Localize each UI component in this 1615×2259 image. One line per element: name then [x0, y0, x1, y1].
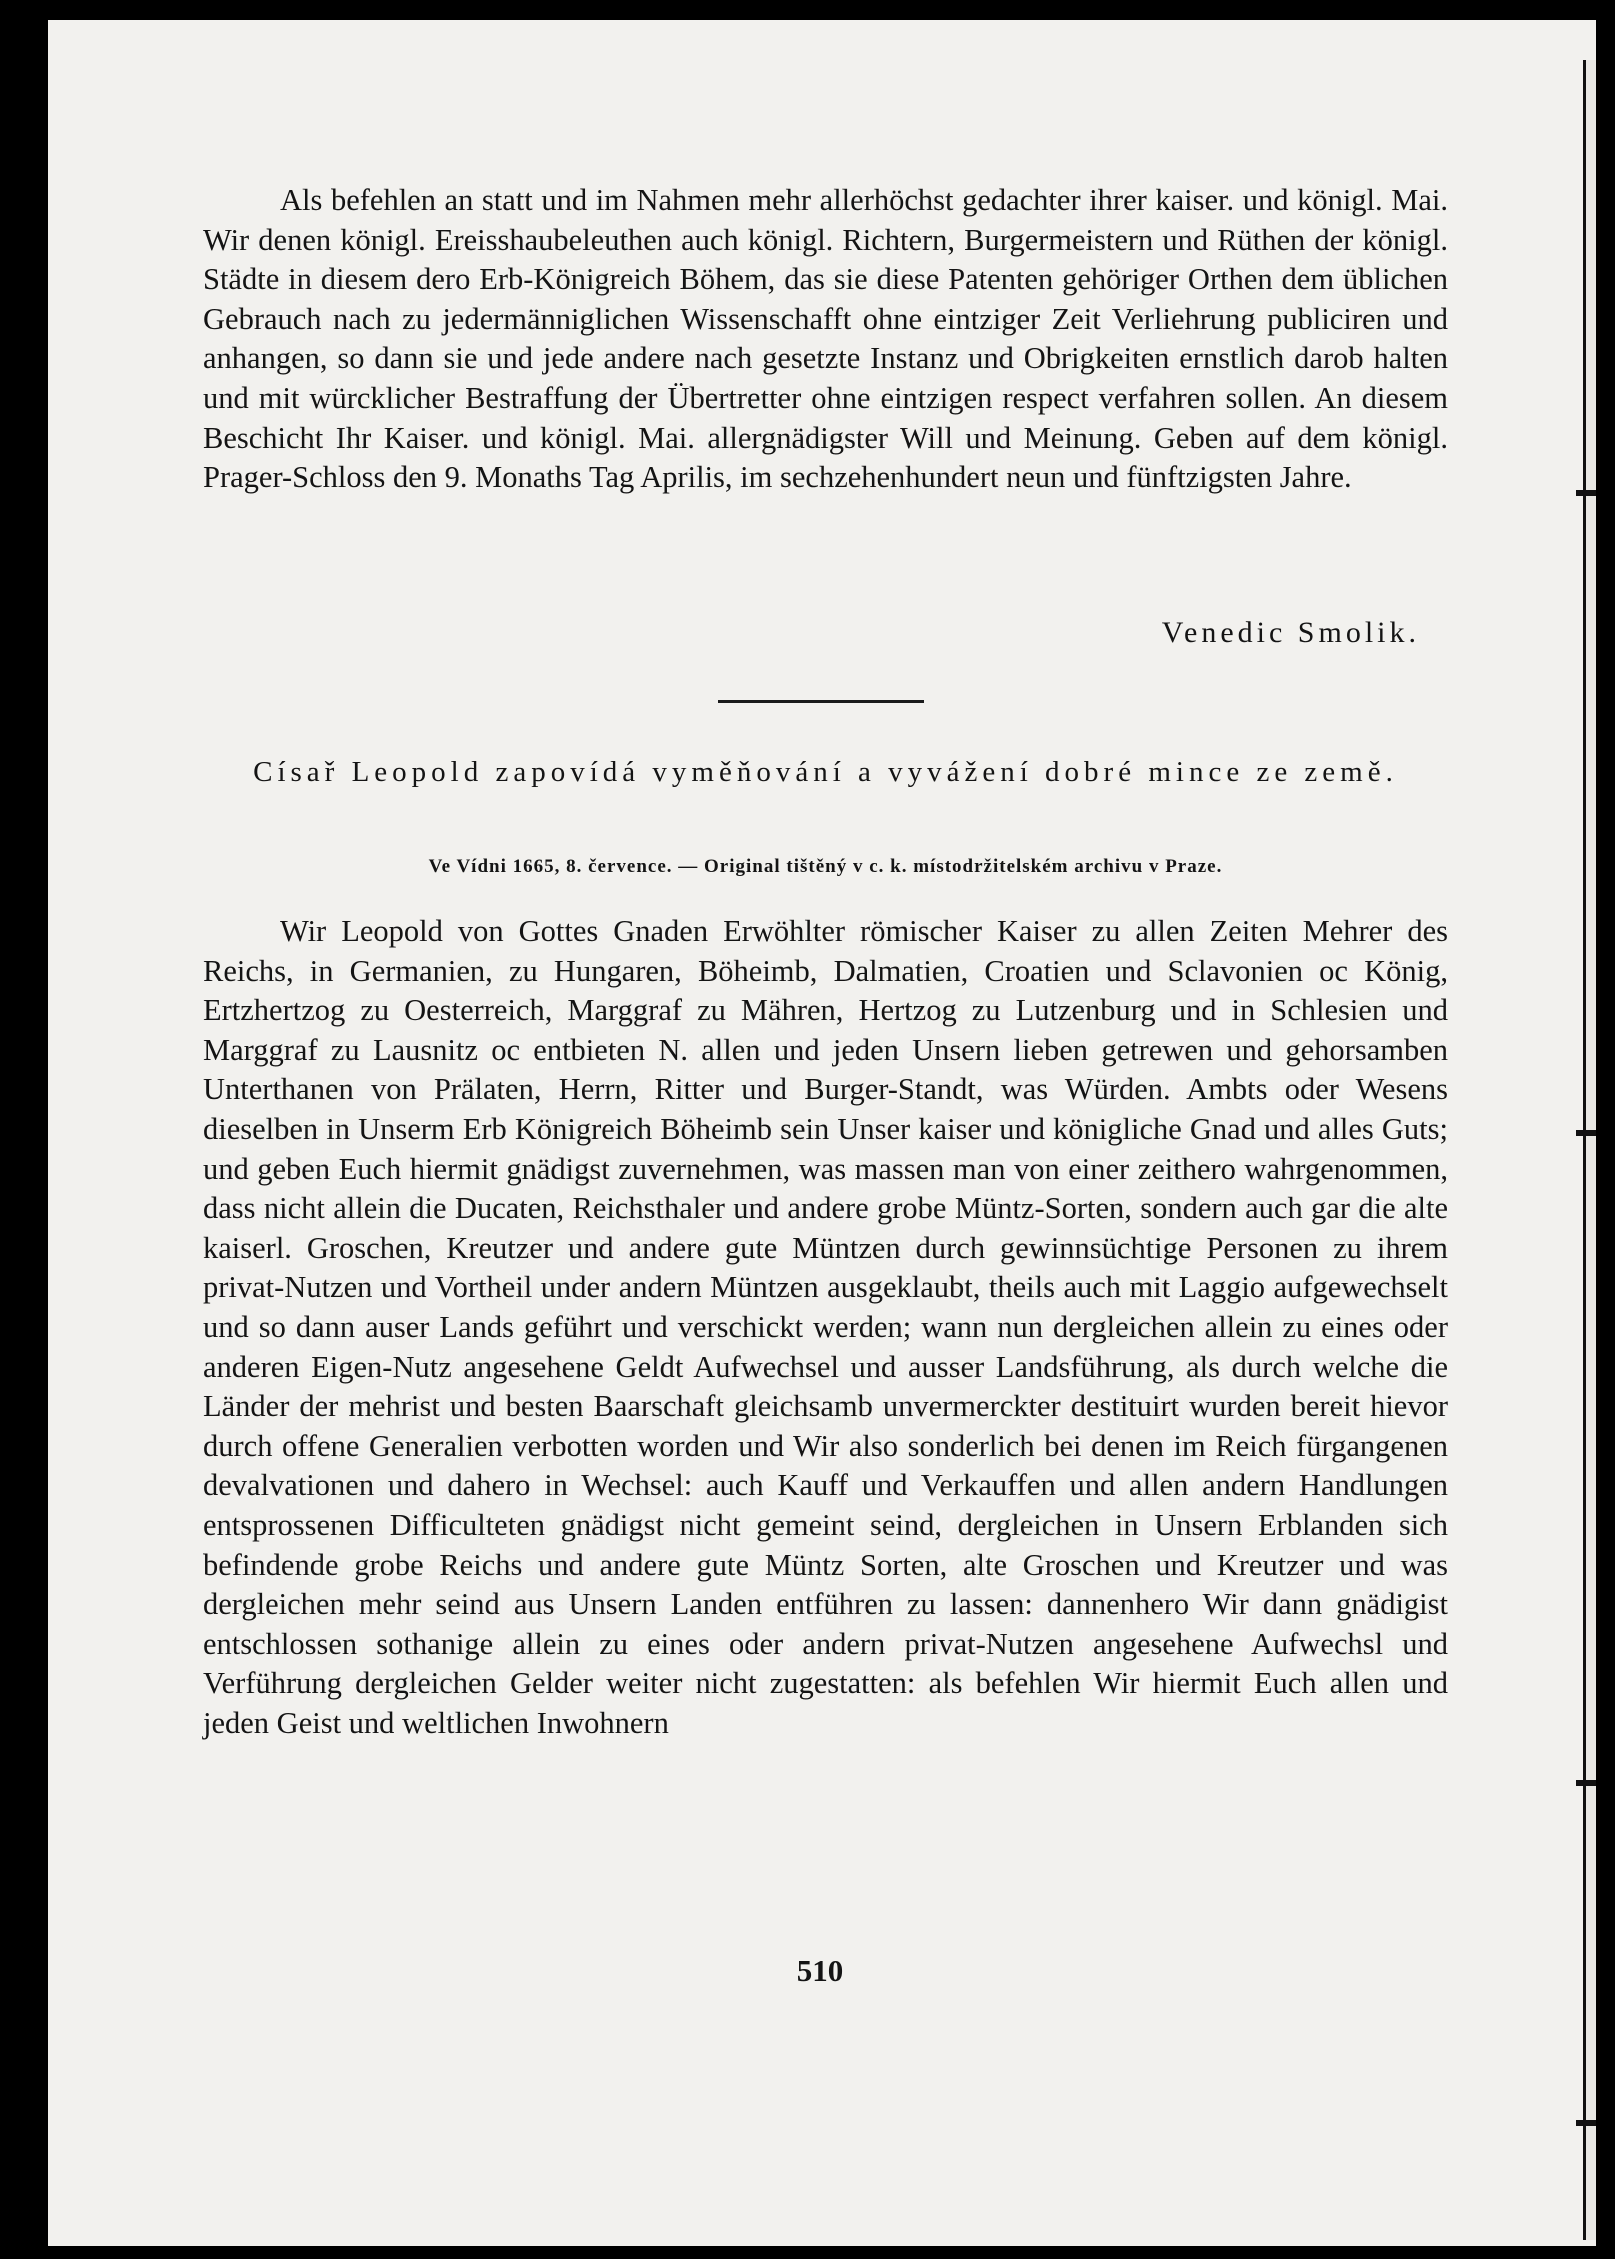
paragraph-decree-1665 [203, 912, 1448, 1743]
section-divider [718, 700, 924, 703]
edge-mark [1576, 1130, 1596, 1136]
page-number: 510 [796, 1953, 844, 1988]
paragraph-2-text: Wir Leopold von Gottes Gnaden Erwöhlter römischer Kaiser zu allen Zeiten Mehrer des Reichs, in Germanien, zu Hungaren, Böheimb, Dalmatien, Croatien und Sclavonien oc König, Ertzhertzog zu Oesterreich, Marggraf zu Mähren, Hertzog zu Lutzenburg und in Schlesien und Marggraf zu Lausnitz oc entbieten N. allen und jeden Unsern lieben getrewen und gehorsamben Unterthanen von Prälaten, Herrn, Ritter und Burger-Standt, was Würden. Ambts oder Wesens dieselben in Unserm Erb Königreich Böheimb sein Unser kaiser und königliche Gnad und alles Guts; und geben Euch hiermit gnädigst zuvernehmen, was massen man von einer zeithero wahrgenommen, dass nicht allein die Ducaten, Reichsthaler und andere grobe Müntz-Sorten, sondern auch gar die alte kaiserl. Groschen, Kreutzer und andere gute Müntzen durch gewinnsüchtige Personen zu ihrem privat-Nutzen und Vortheil under andern Müntzen ausgeklaubt, theils auch mit Laggio aufgewechselt und so dann auser Lands geführt und verschickt werden; wann nun dergleichen allein zu eines oder anderen Eigen-Nutz angesehene Geldt Aufwechsel und ausser Landsführung, als durch welche die Länder der mehrist und besten Baarschaft gleichsamb unvermerckter destituirt wurden bereit hievor durch offene Generalien verbotten worden und Wir also sonderlich bei denen im Reich fürgangenen devalvationen und dahero in Wechsel: auch Kauff und Verkauffen und allen andern Handlungen entsprossenen Difficulteten gnädigst nicht gemeint seind, dergleichen in Unsern Erblanden sich befindende grobe Reichs und andere gute Müntz Sorten, alte Groschen und Kreutzer und was dergleichen mehr seind aus Unsern Landen entführen zu lassen: dannenhero Wir dann gnädigist entschlossen sothanige allein zu eines oder andern privat-Nutzen angesehene Aufwechsl und Verführung dergleichen Gelder weiter nicht zugestatten: als befehlen Wir hiermit Euch allen und jeden Geist und weltlichen Inwohnern [203, 914, 1448, 1740]
section-heading: Císař Leopold zapovídá vyměňování a vyvážení dobré mince ze země. [253, 756, 1398, 788]
paragraph-1-text: Als befehlen an statt und im Nahmen mehr allerhöchst gedachter ihrer kaiser. und königl. Mai. Wir denen königl. Ereisshaubeleuthen auch königl. Richtern, Burgermeistern und Rüthen der königl. Städte in diesem dero Erb-Königreich Böhem, das sie diese Patenten gehöriger Orthen dem üblichen Gebrauch nach zu jedermänniglichen Wissenschafft ohne eintziger Zeit Verliehrung publiciren und anhangen, so dann sie und jede andere nach gesetzte Instanz und Obrigkeiten ernstlich darob halten und mit würcklicher Bestraffung der Übertretter ohne eintzigen respect verfahren sollen. An diesem Beschicht Ihr Kaiser. und königl. Mai. allergnädigster Will und Meinung. Geben auf dem königl. Prager-Schloss den 9. Monaths Tag Aprilis, im sechzehenhundert neun und fünftzigsten Jahre. [203, 183, 1448, 495]
edge-mark [1576, 490, 1596, 496]
edge-mark [1576, 1780, 1596, 1786]
binding-edge [1583, 60, 1596, 2240]
paragraph-decree-1659 [203, 181, 1448, 498]
section-subheading: Ve Vídni 1665, 8. července. — Original tištěný v c. k. místodržitelském archivu v Praze. [428, 856, 1223, 877]
signature: Venedic Smolik. [1161, 616, 1420, 649]
edge-mark [1576, 2120, 1596, 2126]
